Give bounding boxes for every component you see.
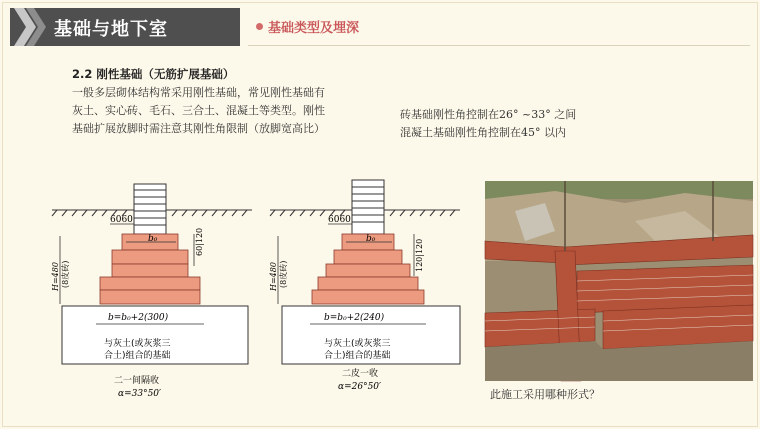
foundation-diagram-right <box>270 176 470 408</box>
base-label-line2: 合土)组合的基础 <box>324 351 391 361</box>
header-divider <box>248 45 750 46</box>
width-label: b=b₀+2(240) <box>324 313 385 323</box>
base-label-line1: 与灰土(或灰浆三 <box>104 339 171 349</box>
base-label-line1: 与灰土(或灰浆三 <box>324 339 391 349</box>
dim-right-label: 60|120 <box>195 227 204 256</box>
content-heading: 2.2 刚性基础（无筋扩展基础） <box>72 67 235 81</box>
brick-footing-steps <box>100 234 200 304</box>
construction-photo <box>485 181 753 381</box>
note-line: 混凝土基础刚性角控制在45° 以内 <box>400 126 566 139</box>
height-label: H=480 <box>51 262 60 291</box>
b0-label: b₀ <box>366 234 376 244</box>
body-line: 基础扩展放脚时需注意其刚性角限制（放脚宽高比） <box>72 122 325 135</box>
b0-label: b₀ <box>148 234 158 244</box>
body-line: 灰土、实心砖、毛石、三合土、混凝土等类型。刚性 <box>72 104 325 117</box>
base-label-line2: 合土)组合的基础 <box>104 351 171 361</box>
foundation-diagram-left <box>52 176 262 408</box>
photo-caption: 此施工采用哪种形式？ <box>490 388 600 401</box>
height-sublabel: (8皮砖) <box>279 260 288 288</box>
dim-top-label: 6060 <box>110 215 133 225</box>
diagram-caption: 二皮一收 <box>342 369 379 379</box>
height-sublabel: (8皮砖) <box>61 260 70 288</box>
brick-footing-steps <box>312 234 424 304</box>
brick-wall <box>134 184 166 234</box>
body-line: 一般多层砌体结构常采用刚性基础，常见刚性基础有 <box>72 86 325 99</box>
brick-wall <box>352 180 384 234</box>
dim-top-label: 6060 <box>328 215 351 225</box>
width-label: b=b₀+2(300) <box>108 313 169 323</box>
note-line: 砖基础刚性角控制在26° ~33° 之间 <box>400 108 577 121</box>
page-title: 基础与地下室 <box>54 19 168 40</box>
diagram-angle: α=33°50′ <box>118 389 162 399</box>
section-title: 基础类型及埋深 <box>268 21 360 36</box>
body-paragraph <box>72 84 372 138</box>
bullet-dot-icon <box>256 23 263 30</box>
rigid-angle-note <box>400 106 576 142</box>
diagram-angle: α=26°50′ <box>338 382 382 392</box>
height-label: H=480 <box>269 262 278 291</box>
dim-right-label: 120|120 <box>415 238 424 272</box>
chevron-decoration-icon <box>10 8 50 46</box>
diagram-caption: 二一间隔收 <box>114 376 160 386</box>
